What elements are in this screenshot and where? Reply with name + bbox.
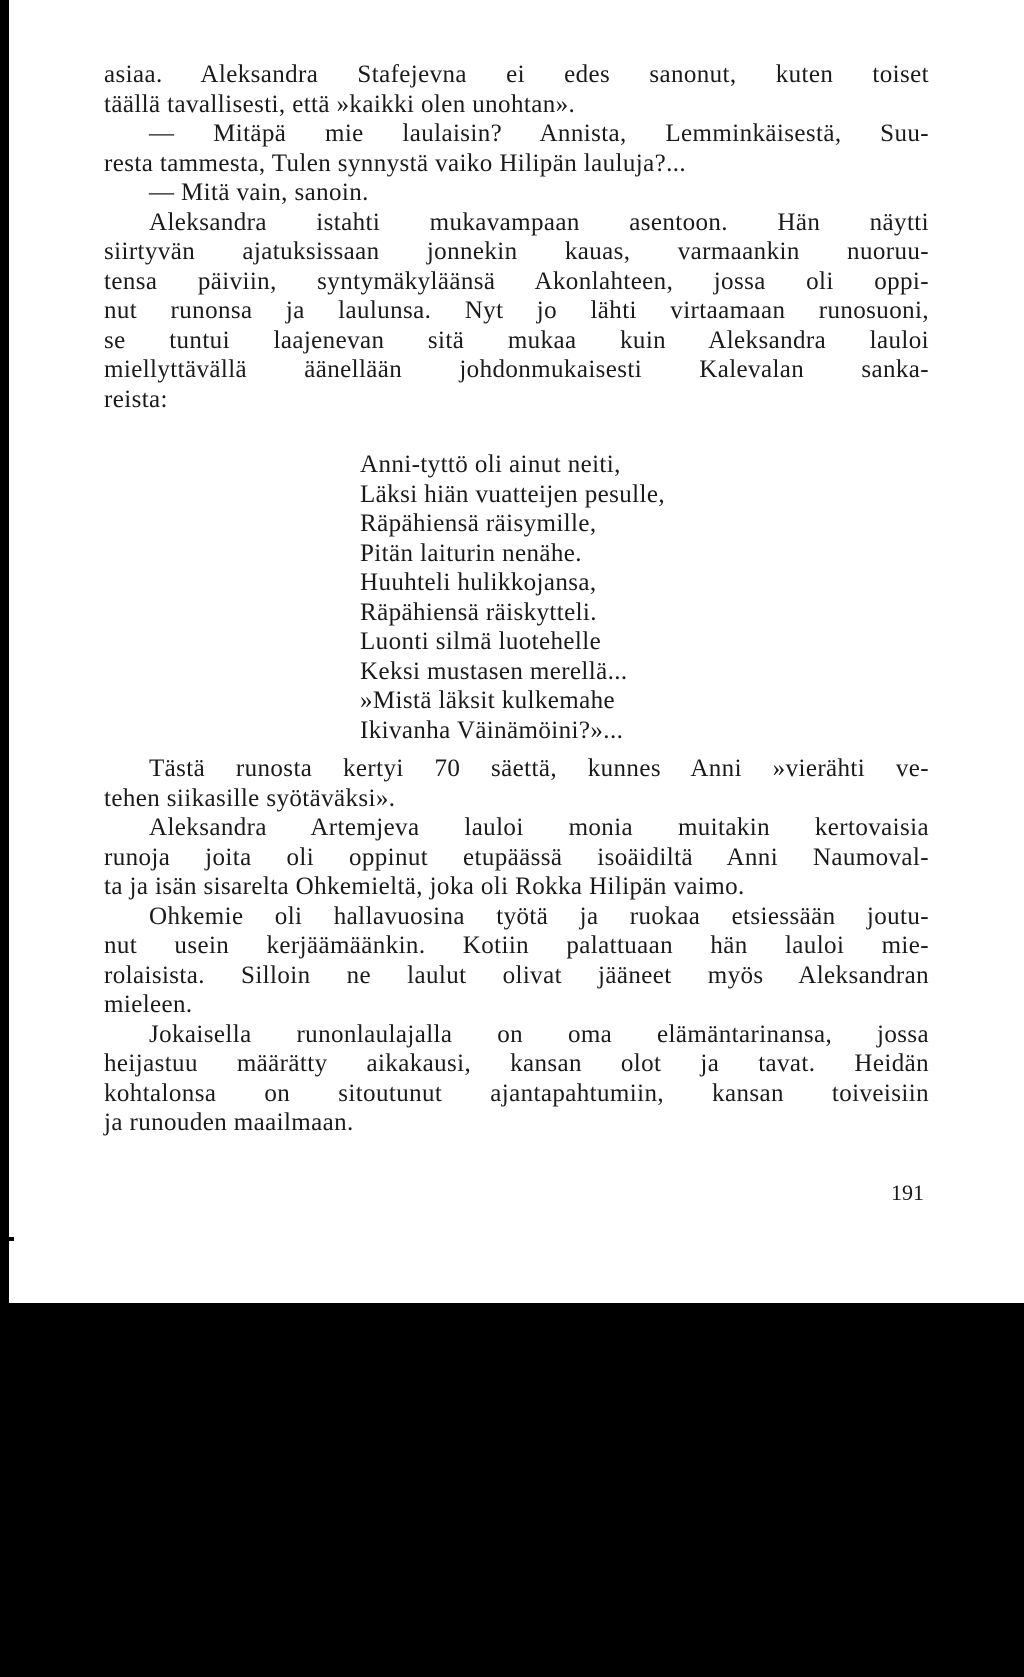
- text-line: reista:: [104, 385, 168, 413]
- text-line: resta tammesta, Tulen synnystä vaiko Hilipän lauluja?...: [104, 149, 687, 177]
- verse-line: Luonti silmä luotehelle: [360, 628, 602, 655]
- text-line: Aleksandra istahti mukavampaan asentoon. Hän näytti: [149, 208, 929, 236]
- text-line: tehen siikasille syötäväksi».: [104, 784, 396, 812]
- text-line: siirtyvän ajatuksissaan jonnekin kauas, varmaankin nuoruu-: [104, 238, 929, 265]
- verse-line: »Mistä läksit kulkemahe: [360, 687, 615, 714]
- book-page: [9, 0, 1024, 1303]
- text-line: tensa päiviin, syntymäkyläänsä Akonlahteen, jossa oli oppi-: [104, 267, 929, 295]
- poem-verse: [104, 450, 929, 745]
- text-line: nut runonsa ja laulunsa. Nyt jo lähti virtaamaan runosuoni,: [104, 297, 929, 324]
- body-text: [104, 60, 929, 1138]
- verse-line: Pitän laiturin nenähe.: [360, 539, 582, 567]
- page-number: 191: [891, 1180, 924, 1205]
- scan-border-notch: [0, 1237, 14, 1241]
- verse-line: Räpähiensä räiskytteli.: [360, 598, 597, 626]
- text-line: — Mitäpä mie laulaisin? Annista, Lemminkäisestä, Suu-: [149, 120, 929, 147]
- text-line: asiaa. Aleksandra Stafejevna ei edes sanonut, kuten toiset: [104, 61, 929, 88]
- verse-line: Anni-tyttö oli ainut neiti,: [360, 451, 621, 478]
- text-line: heijastuu määrätty aikakausi, kansan olot ja tavat. Heidän: [104, 1050, 929, 1077]
- scan-border: [0, 0, 9, 1303]
- text-line: Ohkemie oli hallavuosina työtä ja ruokaa etsiessään joutu-: [149, 902, 929, 930]
- verse-line: Keksi mustasen merellä...: [360, 657, 628, 685]
- verse-line: Huuhteli hulikkojansa,: [360, 569, 597, 596]
- text-line: rolaisista. Silloin ne laulut olivat jääneet myös Aleksandran: [104, 961, 929, 989]
- text-line: se tuntui laajenevan sitä mukaa kuin Aleksandra lauloi: [104, 326, 929, 354]
- text-line: — Mitä vain, sanoin.: [149, 179, 369, 206]
- verse-line: Räpähiensä räisymille,: [360, 510, 597, 537]
- text-line: Aleksandra Artemjeva lauloi monia muitakin kertovaisia: [149, 814, 929, 841]
- text-line: miellyttävällä äänellään johdonmukaisesti Kalevalan sanka-: [104, 356, 929, 383]
- text-line: runoja joita oli oppinut etupäässä isoäidiltä Anni Naumoval-: [104, 843, 929, 871]
- verse-line: Ikivanha Väinämöini?»...: [360, 716, 624, 744]
- text-line: ta ja isän sisarelta Ohkemieltä, joka oli Rokka Hilipän vaimo.: [104, 873, 745, 900]
- verse-line: Läksi hiän vuatteijen pesulle,: [360, 480, 665, 508]
- text-line: kohtalonsa on sitoutunut ajantapahtumiin, kansan toiveisiin: [104, 1079, 929, 1107]
- text-line: ja runouden maailmaan.: [104, 1109, 354, 1136]
- text-line: mieleen.: [104, 991, 193, 1018]
- text-line: Tästä runosta kertyi 70 säettä, kunnes Anni »vierähti ve-: [149, 755, 929, 782]
- text-line: nut usein kerjäämäänkin. Kotiin palattuaan hän lauloi mie-: [104, 932, 929, 959]
- text-line: täällä tavallisesti, että »kaikki olen unohtan».: [104, 90, 576, 118]
- text-line: Jokaisella runonlaulajalla on oma elämäntarinansa, jossa: [149, 1020, 929, 1048]
